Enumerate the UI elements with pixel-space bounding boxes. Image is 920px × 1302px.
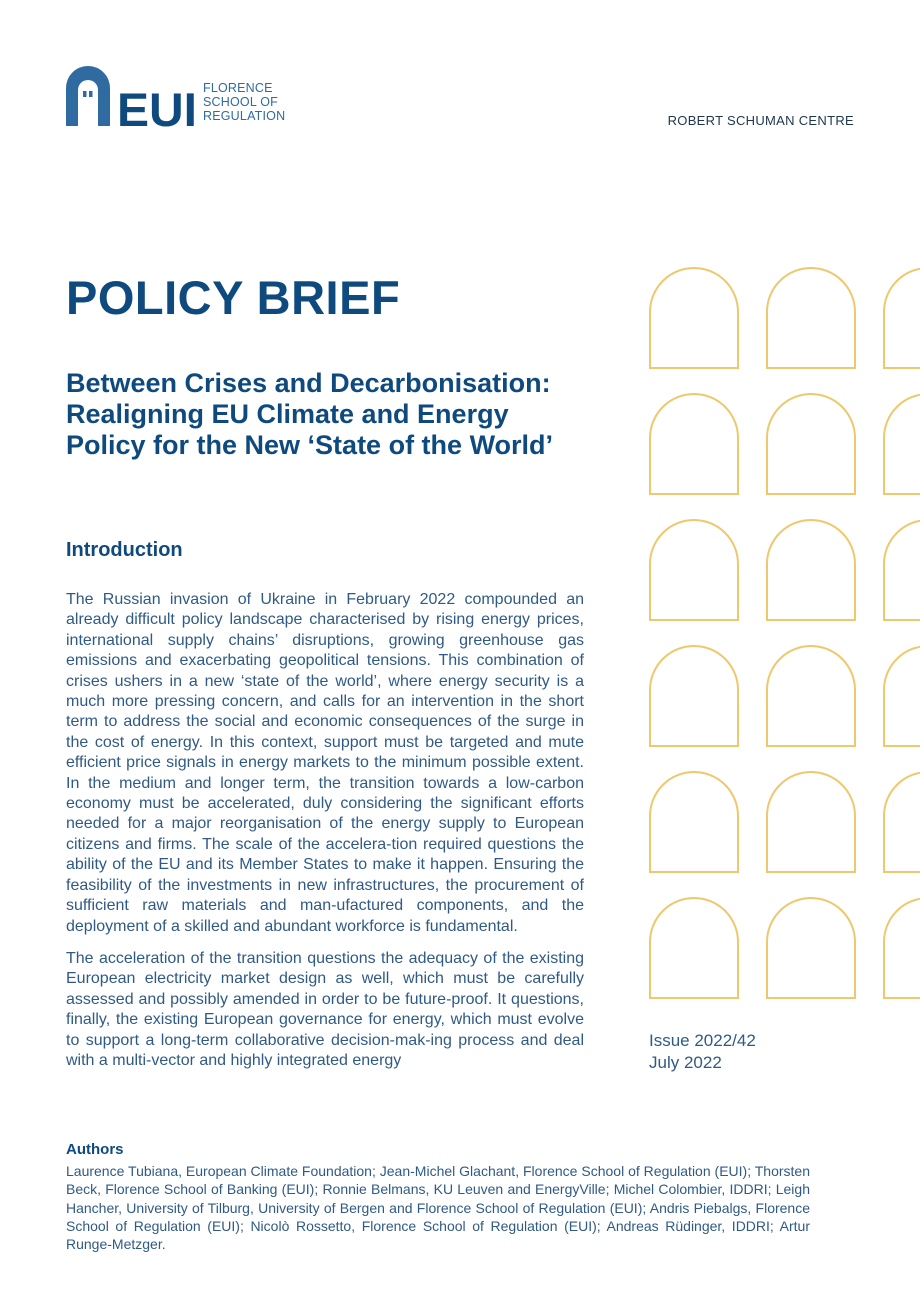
arch-shape bbox=[650, 268, 738, 368]
arch-shape bbox=[650, 520, 738, 620]
arch-shape bbox=[767, 898, 855, 998]
logo-line: REGULATION bbox=[203, 109, 286, 123]
logo-line: FLORENCE bbox=[203, 81, 273, 95]
section-heading: Introduction bbox=[66, 539, 183, 561]
arch-shape bbox=[884, 268, 920, 368]
arch-door-icon bbox=[66, 66, 110, 126]
arch-shape bbox=[650, 394, 738, 494]
logo-word: EUI bbox=[117, 83, 197, 128]
page-title: POLICY BRIEF bbox=[66, 271, 401, 324]
issue-date: July 2022 bbox=[649, 1053, 722, 1072]
arch-shape bbox=[767, 394, 855, 494]
logo-subtext bbox=[203, 81, 285, 123]
introduction-body bbox=[66, 590, 584, 1083]
arch-shape bbox=[767, 520, 855, 620]
arch-shape bbox=[650, 646, 738, 746]
arch-shape bbox=[884, 772, 920, 872]
arch-pattern bbox=[640, 260, 920, 1010]
subtitle: Between Crises and Decarbonisation: Realigning EU Climate and Energy Policy for the New ‘State of the World’ bbox=[66, 368, 554, 460]
arch-shape bbox=[650, 898, 738, 998]
paragraph: The acceleration of the transition questions the adequacy of the existing European electricity market design as well, which must be carefully assessed and possibly amended in order to be future-proof. It questions, finally, the existing European governance for energy, which must evolve to support a long-term collaborative decision-mak-ing process and deal with a multi-vector and highly integrated energy bbox=[66, 949, 584, 1069]
paragraph: The Russian invasion of Ukraine in February 2022 compounded an already difficult policy landscape characterised by rising energy prices, international supply chains’ disruptions, growing greenhouse gas emissions and exacerbating geopolitical tensions. This combination of crises ushers in a new ‘state of the world’, where energy security is a much more pressing concern, and calls for an intervention in the short term to address the social and economic consequences of the surge in the cost of energy. In this context, support must be targeted and mute efficient price signals in energy markets to the minimum possible extent. In the medium and longer term, the transition towards a low-carbon economy must be accelerated, duly considering the significant efforts needed for a major reorganisation of the energy supply to European citizens and firms. The scale of the accelera-tion required questions the ability of the EU and its Member States to make it happen. Ensuring the feasibility of the investments in new infrastructures, the procurement of sufficient raw materials and man-ufactured components, and the deployment of a skilled and abundant workforce is fundamental. bbox=[66, 591, 584, 935]
logo-line: SCHOOL OF bbox=[203, 95, 278, 109]
issue-info bbox=[649, 1030, 756, 1074]
arch-shape bbox=[884, 394, 920, 494]
arch-shape bbox=[884, 520, 920, 620]
arch-shape bbox=[767, 268, 855, 368]
issue-number: Issue 2022/42 bbox=[649, 1031, 756, 1050]
arch-shape bbox=[767, 646, 855, 746]
arch-shape bbox=[650, 772, 738, 872]
authors-list: Laurence Tubiana, European Climate Foundation; Jean-Michel Glachant, Florence School of Regulation (EUI); Thorsten Beck, Florence School of Banking (EUI); Ronnie Belmans, KU Leuven and EnergyVille; Michel Colombier, IDDRI; Leigh Hancher, University of Tilburg, University of Bergen and Florence School of Regulation (EUI); Andris Piebalgs, Florence School of Regulation (EUI); Nicolò Rossetto, Florence School of Regulation (EUI); Andreas Rüdinger, IDDRI; Artur Runge-Metzger. bbox=[66, 1163, 810, 1253]
authors-heading: Authors bbox=[66, 1141, 124, 1158]
arch-shape bbox=[884, 898, 920, 998]
arch-shape bbox=[884, 646, 920, 746]
arch-shape bbox=[767, 772, 855, 872]
centre-name: ROBERT SCHUMAN CENTRE bbox=[667, 113, 854, 128]
